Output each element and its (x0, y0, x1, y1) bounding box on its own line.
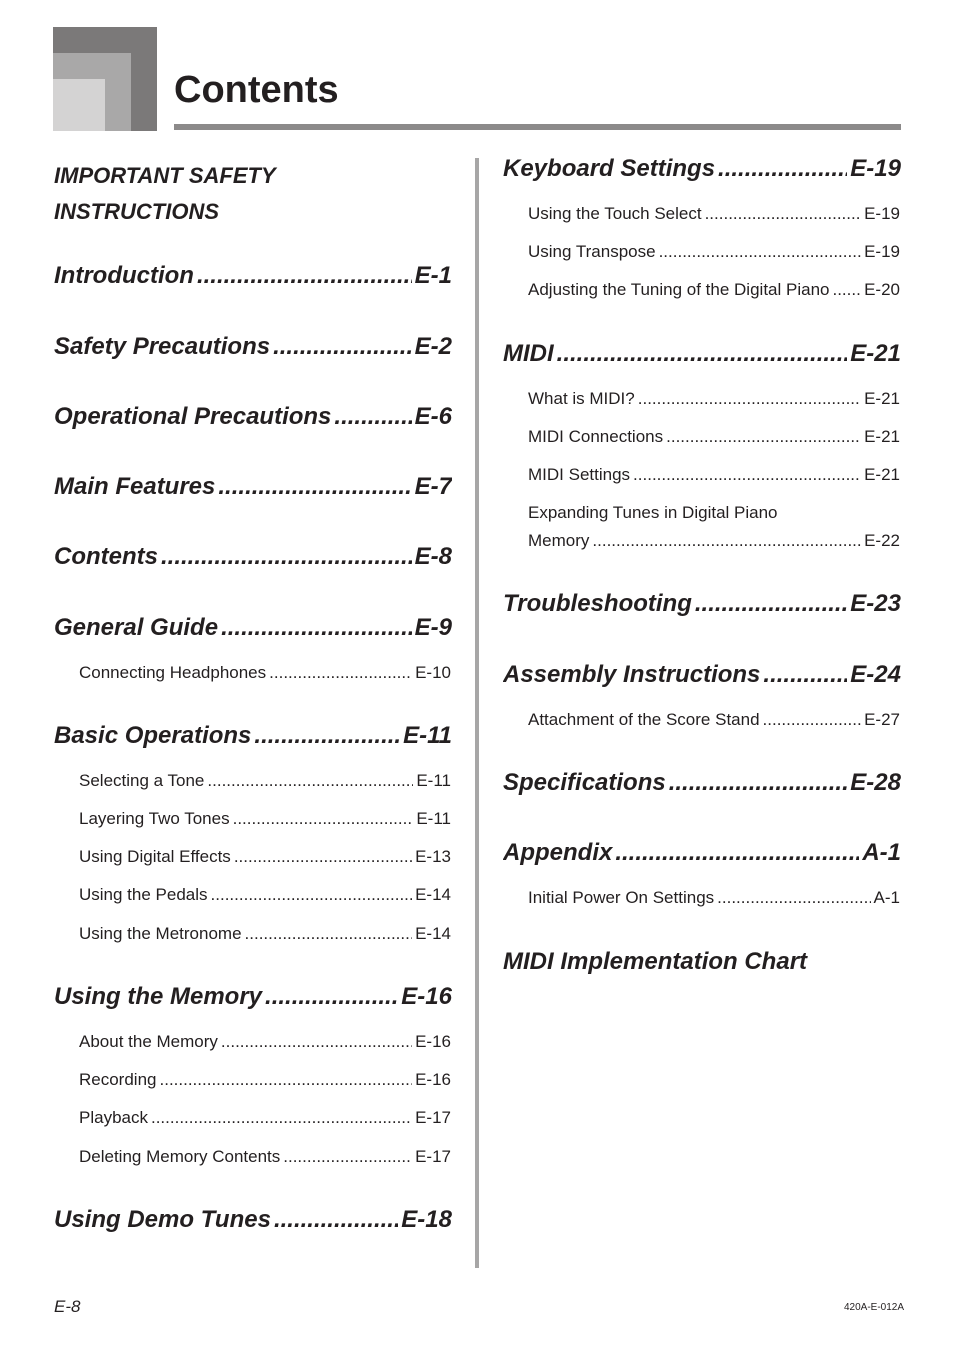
dot-leader (638, 388, 861, 410)
toc-selecting-tone[interactable] (79, 770, 451, 792)
toc-page: E-21 (864, 465, 900, 484)
dot-leader (269, 662, 412, 684)
toc-page: E-19 (864, 204, 900, 223)
toc-label: Keyboard Settings (503, 155, 716, 182)
toc-layering-tones[interactable] (79, 808, 451, 830)
toc-label: Using Transpose (528, 242, 656, 261)
dot-leader (245, 923, 413, 945)
dot-leader (221, 613, 412, 643)
toc-general-guide[interactable] (54, 613, 452, 643)
toc-page: E-18 (401, 1206, 452, 1233)
toc-using-memory[interactable] (54, 982, 452, 1012)
toc-label: About the Memory (79, 1032, 218, 1051)
toc-assembly-instructions[interactable] (503, 660, 901, 690)
toc-label: Safety Precautions (54, 333, 271, 360)
toc-keyboard-settings[interactable] (503, 154, 901, 184)
toc-page: E-2 (414, 333, 452, 360)
toc-label: Introduction (54, 262, 194, 289)
toc-page: E-20 (864, 280, 900, 299)
toc-label: Contents (54, 543, 158, 570)
toc-page: E-21 (864, 389, 900, 408)
toc-page: E-11 (416, 771, 451, 790)
toc-page: E-11 (416, 809, 451, 828)
dot-leader (218, 472, 411, 502)
toc-label: Playback (79, 1108, 148, 1127)
toc-expanding-tunes-line1[interactable]: Expanding Tunes in Digital Piano (528, 503, 778, 522)
toc-midi-settings[interactable] (528, 464, 900, 486)
toc-playback[interactable] (79, 1107, 451, 1129)
toc-page: E-24 (850, 661, 901, 688)
toc-page: E-16 (415, 1032, 451, 1051)
toc-label: Main Features (54, 473, 216, 500)
dot-leader (695, 589, 847, 619)
toc-important-safety-line2: INSTRUCTIONS (54, 199, 219, 224)
toc-page: E-9 (414, 614, 452, 641)
toc-safety-precautions[interactable] (54, 332, 452, 362)
toc-deleting-memory[interactable] (79, 1146, 451, 1168)
dot-leader (273, 332, 412, 362)
dot-leader (705, 203, 862, 225)
toc-appendix[interactable] (503, 838, 901, 868)
toc-page: E-19 (850, 155, 901, 182)
toc-page: E-14 (415, 885, 451, 904)
toc-contents[interactable] (54, 542, 452, 572)
dot-leader (234, 846, 412, 868)
toc-label: General Guide (54, 614, 219, 641)
toc-digital-effects[interactable] (79, 846, 451, 868)
dot-leader (669, 768, 848, 798)
toc-transpose[interactable] (528, 241, 900, 263)
toc-introduction[interactable] (54, 261, 452, 291)
toc-expanding-tunes[interactable] (528, 530, 900, 552)
toc-label: Layering Two Tones (79, 809, 230, 828)
toc-page: E-17 (415, 1147, 451, 1166)
toc-page: E-28 (850, 769, 901, 796)
toc-page: E-11 (403, 722, 452, 749)
toc-operational-precautions[interactable] (54, 402, 452, 432)
dot-leader (334, 402, 411, 432)
dot-leader (265, 982, 398, 1012)
toc-label: Operational Precautions (54, 403, 332, 430)
toc-midi-implementation-chart[interactable]: MIDI Implementation Chart (503, 948, 808, 975)
toc-label: Assembly Instructions (503, 661, 761, 688)
dot-leader (161, 542, 412, 572)
toc-label: Using the Memory (54, 983, 263, 1010)
toc-page: E-19 (864, 242, 900, 261)
toc-specifications[interactable] (503, 768, 901, 798)
dot-leader (557, 339, 848, 369)
toc-page: E-1 (414, 262, 452, 289)
toc-page: E-14 (415, 924, 451, 943)
toc-label: Memory (528, 531, 590, 550)
page-number: E-8 (54, 1297, 81, 1316)
dot-leader (274, 1205, 398, 1235)
page-title: Contents (174, 69, 339, 111)
toc-label: Using the Pedals (79, 885, 208, 904)
toc-label: Troubleshooting (503, 590, 692, 617)
toc-label: Adjusting the Tuning of the Digital Piano (528, 280, 830, 299)
dot-leader (207, 770, 413, 792)
toc-label: Appendix (503, 839, 613, 866)
dot-leader (717, 887, 870, 909)
toc-midi-connections[interactable] (528, 426, 900, 448)
dot-leader (718, 154, 847, 184)
toc-label: MIDI Settings (528, 465, 631, 484)
toc-label: Attachment of the Score Stand (528, 710, 760, 729)
toc-page: E-8 (414, 543, 452, 570)
toc-label: Initial Power On Settings (528, 888, 715, 907)
toc-page: E-16 (415, 1070, 451, 1089)
dot-leader (283, 1146, 412, 1168)
dot-leader (211, 884, 413, 906)
toc-demo-tunes[interactable] (54, 1205, 452, 1235)
toc-metronome[interactable] (79, 923, 451, 945)
dot-leader (763, 709, 862, 731)
dot-leader (763, 660, 847, 690)
toc-page: A-1 (873, 888, 900, 907)
toc-tuning[interactable] (528, 279, 900, 301)
document-code: 420A-E-012A (844, 1302, 905, 1313)
dot-leader (615, 838, 859, 868)
toc-page: E-10 (415, 663, 451, 682)
toc-label: Selecting a Tone (79, 771, 205, 790)
toc-midi[interactable] (503, 339, 901, 369)
toc-score-stand[interactable] (528, 709, 900, 731)
toc-connecting-headphones[interactable] (79, 662, 451, 684)
toc-page: A-1 (862, 839, 901, 866)
toc-label: Recording (79, 1070, 157, 1089)
title-rule (174, 124, 901, 130)
toc-main-features[interactable] (54, 472, 452, 502)
toc-about-memory[interactable] (79, 1031, 451, 1053)
toc-troubleshooting[interactable] (503, 589, 901, 619)
toc-important-safety[interactable] (54, 158, 452, 230)
dot-leader (197, 261, 412, 291)
toc-recording[interactable] (79, 1069, 451, 1091)
header-decoration-inner (53, 79, 105, 131)
dot-leader (254, 721, 400, 751)
toc-label: MIDI (503, 340, 554, 367)
toc-important-safety-line1: IMPORTANT SAFETY (54, 163, 276, 188)
dot-leader (659, 241, 862, 263)
toc-label: Basic Operations (54, 722, 252, 749)
toc-label: What is MIDI? (528, 389, 635, 408)
toc-label: Using Digital Effects (79, 847, 231, 866)
dot-leader (666, 426, 861, 448)
toc-label: Using Demo Tunes (54, 1206, 271, 1233)
toc-page: E-21 (850, 340, 901, 367)
toc-touch-select[interactable] (528, 203, 900, 225)
toc-initial-power-on[interactable] (528, 887, 900, 909)
header-decoration (53, 27, 157, 131)
toc-label: Using the Metronome (79, 924, 242, 943)
toc-pedals[interactable] (79, 884, 451, 906)
toc-label: Connecting Headphones (79, 663, 267, 682)
toc-page: E-13 (415, 847, 451, 866)
toc-page: E-7 (414, 473, 452, 500)
dot-leader (233, 808, 414, 830)
toc-page: E-21 (864, 427, 900, 446)
toc-label: MIDI Connections (528, 427, 664, 446)
dot-leader (221, 1031, 412, 1053)
dot-leader (832, 279, 861, 301)
toc-page: E-16 (401, 983, 452, 1010)
toc-page: E-17 (415, 1108, 451, 1127)
toc-page: E-27 (864, 710, 900, 729)
toc-label: Using the Touch Select (528, 204, 702, 223)
toc-basic-operations[interactable] (54, 721, 452, 751)
dot-leader (633, 464, 861, 486)
toc-page: E-22 (864, 531, 900, 550)
toc-page: E-23 (850, 590, 901, 617)
toc-label: Deleting Memory Contents (79, 1147, 281, 1166)
toc-label: Specifications (503, 769, 666, 796)
dot-leader (592, 530, 861, 552)
toc-page: E-6 (414, 403, 452, 430)
toc-what-is-midi[interactable] (528, 388, 900, 410)
dot-leader (151, 1107, 412, 1129)
dot-leader (160, 1069, 413, 1091)
column-divider (475, 158, 479, 1268)
